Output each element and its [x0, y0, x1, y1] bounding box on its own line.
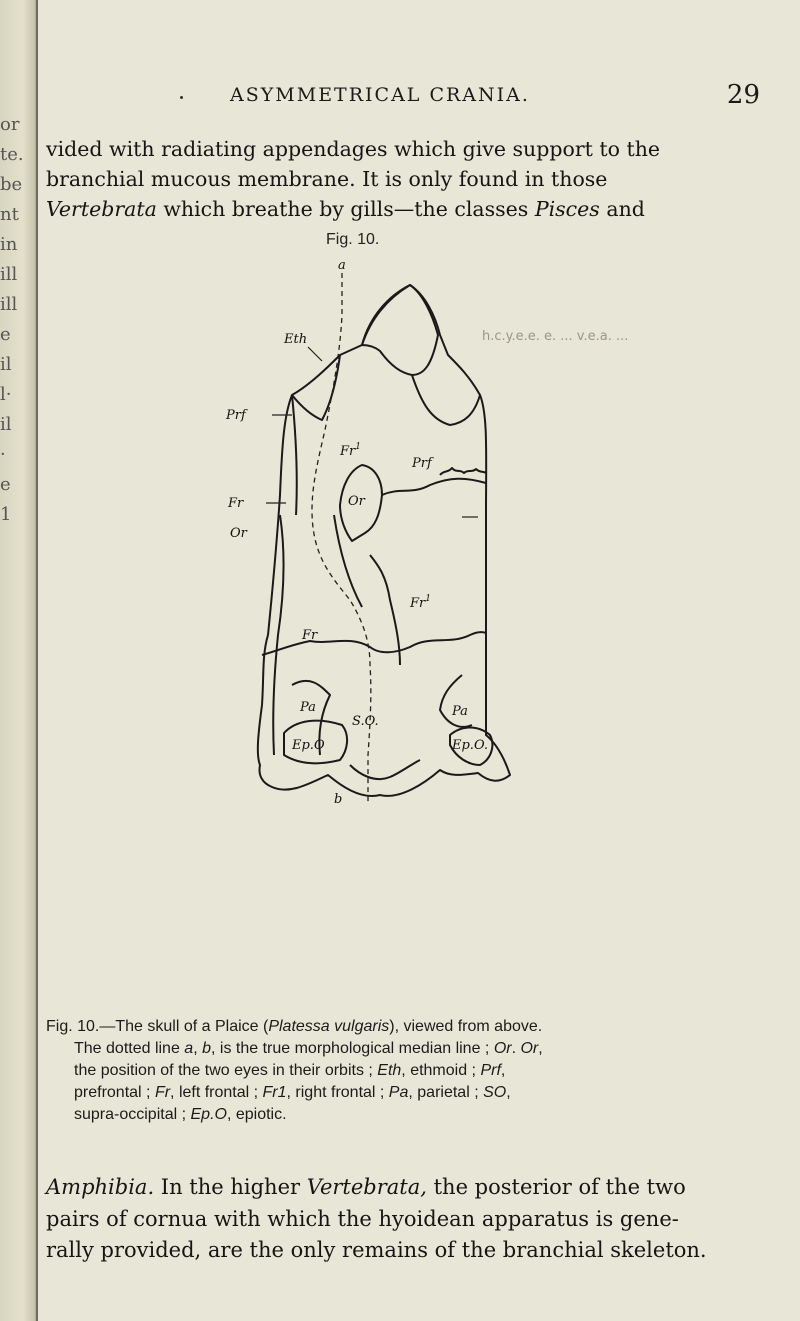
italic-term: SO	[483, 1084, 507, 1101]
text-segment: supra-occipital ;	[74, 1106, 191, 1123]
fragment: ill	[0, 294, 18, 315]
body-paragraph-top	[46, 134, 748, 224]
text-line: vided with radiating appendages which give support to the	[46, 137, 661, 161]
skull-outline	[258, 285, 510, 796]
label-prf-right: Prf	[412, 456, 432, 471]
italic-term: Ep.O	[190, 1106, 227, 1123]
fragment: e	[0, 474, 11, 495]
text-segment: the posterior of the two	[426, 1175, 686, 1199]
caption-line	[46, 1038, 748, 1060]
italic-term: b	[202, 1040, 211, 1057]
text-segment: the position of the two eyes in their orbits ;	[74, 1062, 378, 1079]
inner-frontal-ridge	[334, 515, 362, 607]
italic-term: Vertebrata,	[306, 1175, 427, 1199]
text-segment: The dotted line	[74, 1040, 185, 1057]
wavy-suture-mid	[262, 632, 486, 655]
text-segment: prefrontal ;	[74, 1084, 155, 1101]
text-line: rally provided, are the only remains of the branchial skeleton.	[46, 1238, 707, 1262]
text-segment: Fig. 10.—The skull of a Plaice (	[46, 1018, 269, 1035]
caption-line	[46, 1082, 748, 1104]
left-frontal-ridge	[292, 395, 297, 515]
italic-term: Eth	[377, 1062, 402, 1079]
label-so: S.O.	[352, 714, 379, 729]
running-head	[60, 80, 760, 110]
caption-line	[46, 1060, 748, 1082]
caption-line	[46, 1016, 748, 1038]
facing-page-fragments	[0, 110, 24, 530]
fragment: or	[0, 114, 20, 135]
italic-term: Platessa vulgaris	[268, 1018, 390, 1035]
label-b-bottom: b	[334, 792, 343, 807]
text-segment: ,	[506, 1084, 511, 1101]
fragment: ·	[0, 444, 6, 465]
fragment: nt	[0, 204, 19, 225]
label-pa-left: Pa	[300, 700, 316, 715]
running-title: ASYMMETRICAL CRANIA.	[230, 84, 530, 106]
label-fr1-top: Fr$^1$	[340, 442, 361, 459]
skull-illustration	[200, 255, 800, 810]
caption-line	[46, 1104, 748, 1126]
text-segment: , is the true morphological median line ;	[211, 1040, 494, 1057]
italic-term: Fr1	[262, 1084, 287, 1101]
label-or-inner: Or	[348, 494, 365, 509]
figure-caption	[46, 1016, 748, 1126]
text-line	[46, 1172, 748, 1204]
label-epo-left: Ep.O	[292, 738, 325, 753]
italic-term: Or	[520, 1040, 539, 1057]
label-eth: Eth	[284, 332, 308, 347]
body-paragraph-bottom	[46, 1172, 748, 1267]
text-line: branchial mucous membrane. It is only found in those	[46, 167, 608, 191]
text-segment: In the higher	[154, 1175, 307, 1199]
fragment: te.	[0, 144, 24, 165]
text-segment: ,	[538, 1040, 543, 1057]
text-line: pairs of cornua with which the hyoidean apparatus is gene-	[46, 1206, 679, 1231]
label-a: a	[338, 258, 346, 273]
right-prefrontal-outline	[412, 375, 480, 425]
text-segment: , epiotic.	[226, 1106, 287, 1123]
text-segment: ,	[193, 1040, 203, 1057]
label-fr1-right: Fr$^1$	[410, 594, 431, 611]
fragment: il	[0, 414, 12, 435]
label-pa-right: Pa	[452, 704, 468, 719]
eth-pointer	[308, 347, 322, 361]
italic-term: Pisces	[534, 197, 600, 221]
label-epo-right: Ep.O.	[452, 738, 488, 753]
left-prefrontal-outline	[292, 355, 340, 420]
right-serrated-edge	[440, 468, 486, 475]
italic-term: Amphibia.	[46, 1175, 155, 1199]
wavy-suture-right	[382, 479, 486, 495]
fragment: e	[0, 324, 11, 345]
text-segment: , left frontal ;	[170, 1084, 263, 1101]
text-segment: ), viewed from above.	[389, 1018, 543, 1035]
pencil-annotation: h.c.y.e.e. e. ... v.e.a. ...	[482, 329, 629, 344]
fragment: in	[0, 234, 18, 255]
text-line	[46, 194, 748, 224]
ethmoid-outline	[362, 285, 438, 375]
italic-term: Vertebrata	[46, 197, 157, 221]
label-fr-inner: Fr	[302, 628, 318, 643]
text-segment: and	[599, 197, 645, 221]
fragment: ill	[0, 264, 18, 285]
text-segment: which breathe by gills—the classes	[156, 197, 535, 221]
frontal-suture	[370, 555, 400, 665]
text-segment: .	[511, 1040, 521, 1057]
text-segment: ,	[500, 1062, 506, 1079]
fragment: 1	[0, 504, 12, 525]
running-head-dot	[180, 96, 183, 99]
label-or-left: Or	[230, 526, 247, 541]
occipital-notch	[350, 760, 420, 779]
italic-term: Pa	[388, 1084, 409, 1101]
skull-figure	[200, 255, 800, 810]
text-segment: , parietal ;	[408, 1084, 484, 1101]
page-number: 29	[726, 80, 760, 110]
label-prf-left: Prf	[226, 408, 246, 423]
binding-edge-line	[36, 0, 38, 1321]
italic-term: Fr	[154, 1084, 171, 1101]
fragment: be	[0, 174, 23, 195]
right-parietal-outline	[440, 675, 472, 727]
italic-term: Prf	[480, 1062, 501, 1079]
fragment: l·	[0, 384, 12, 405]
label-fr-left: Fr	[228, 496, 244, 511]
italic-term: a	[184, 1040, 194, 1057]
text-segment: , ethmoid ;	[401, 1062, 481, 1079]
italic-term: Or	[493, 1040, 512, 1057]
text-segment: , right frontal ;	[286, 1084, 389, 1101]
figure-title: Fig. 10.	[326, 231, 380, 248]
fragment: il	[0, 354, 12, 375]
